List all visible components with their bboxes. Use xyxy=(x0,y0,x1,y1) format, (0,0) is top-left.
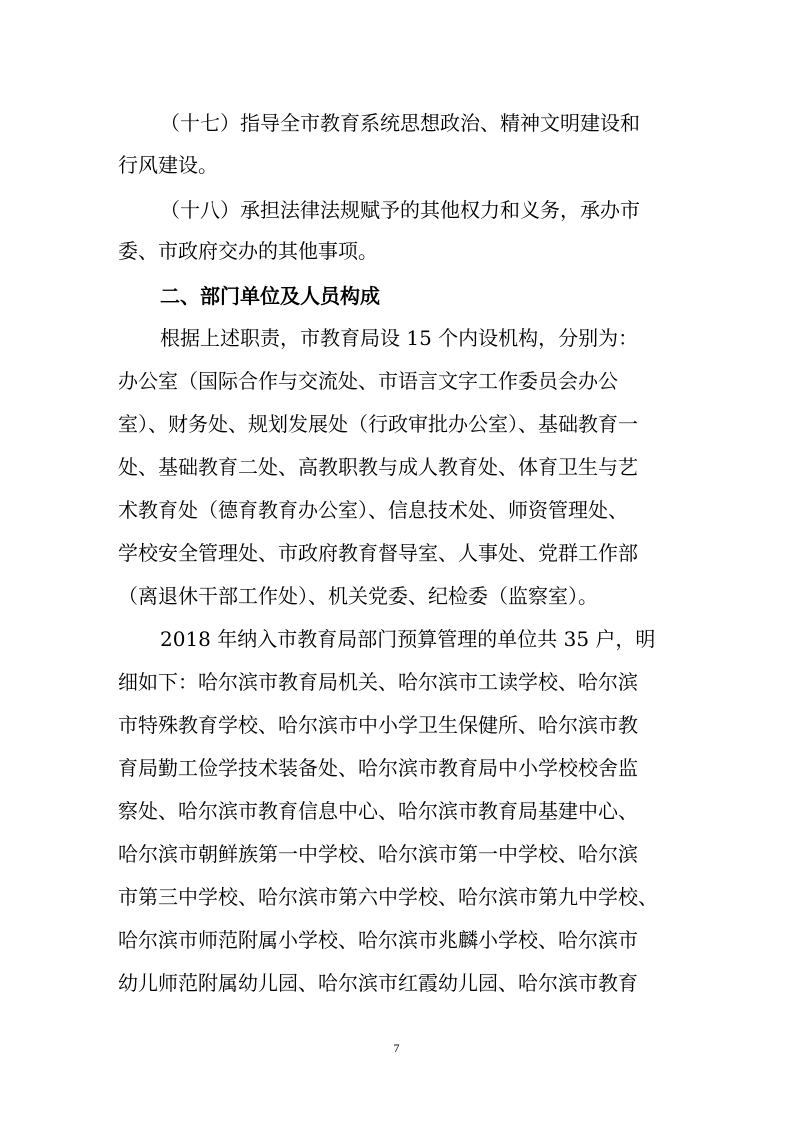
structure-text-4: 处、基础教育二处、高教职教与成人教育处、体育卫生与艺 xyxy=(118,455,638,479)
paragraph-18-text-1: （十八）承担法律法规赋予的其他权力和义务，承办市 xyxy=(160,198,640,222)
structure-text-3: 室）、财务处、规划发展处（行政审批办公室）、基础教育一 xyxy=(118,412,638,436)
structure-text-5: 术教育处（德育教育办公室）、信息技术处、师资管理处、 xyxy=(118,498,628,522)
units-text-4: 育局勤工俭学技术装备处、哈尔滨市教育局中小学校校舍监 xyxy=(118,756,638,780)
units-text-2: 细如下：哈尔滨市教育局机关、哈尔滨市工读学校、哈尔滨 xyxy=(118,670,638,694)
section-heading: 二、部门单位及人员构成 xyxy=(160,284,380,308)
paragraph-18-text-2: 委、市政府交办的其他事项。 xyxy=(118,239,378,263)
structure-text-6: 学校安全管理处、市政府教育督导室、人事处、党群工作部 xyxy=(118,541,638,565)
units-text-3: 市特殊教育学校、哈尔滨市中小学卫生保健所、哈尔滨市教 xyxy=(118,713,638,737)
units-text-9: 幼儿师范附属幼儿园、哈尔滨市红霞幼儿园、哈尔滨市教育 xyxy=(118,971,638,995)
structure-text-2: 办公室（国际合作与交流处、市语言文字工作委员会办公 xyxy=(118,369,618,393)
units-text-5: 察处、哈尔滨市教育信息中心、哈尔滨市教育局基建中心、 xyxy=(118,799,638,823)
units-text-1: 2018 年纳入市教育局部门预算管理的单位共 35 户，明 xyxy=(160,627,656,651)
units-text-6: 哈尔滨市朝鲜族第一中学校、哈尔滨市第一中学校、哈尔滨 xyxy=(118,842,638,866)
structure-text-7: （离退休干部工作处）、机关党委、纪检委（监察室）。 xyxy=(118,584,598,608)
paragraph-17-text-1: （十七）指导全市教育系统思想政治、精神文明建设和 xyxy=(160,111,640,135)
units-text-8: 哈尔滨市师范附属小学校、哈尔滨市兆麟小学校、哈尔滨市 xyxy=(118,928,638,952)
paragraph-17-text-2: 行风建设。 xyxy=(118,153,218,177)
page-number: 7 xyxy=(393,1041,400,1055)
units-text-7: 市第三中学校、哈尔滨市第六中学校、哈尔滨市第九中学校、 xyxy=(118,885,658,909)
structure-text-1: 根据上述职责，市教育局设 15 个内设机构，分别为： xyxy=(160,326,639,350)
